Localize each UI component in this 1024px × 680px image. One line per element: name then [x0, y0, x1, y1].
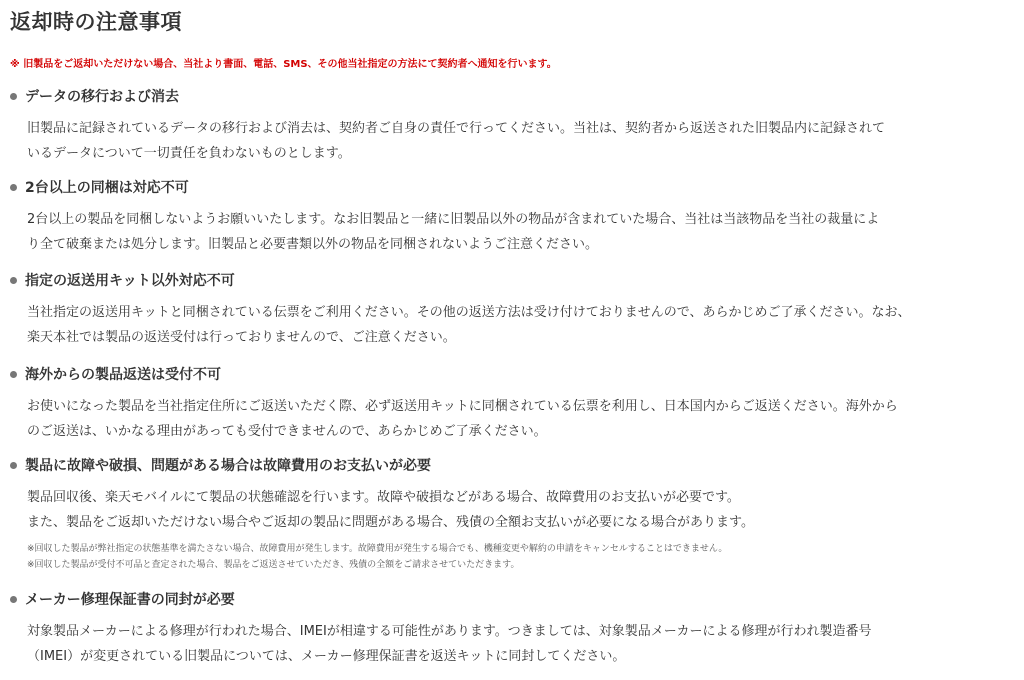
section-heading-text: メーカー修理保証書の同封が必要: [25, 592, 235, 608]
section-heading-text: 海外からの製品返送は受付不可: [25, 367, 221, 383]
bullet-icon: [10, 277, 17, 284]
section-multiple-units: [10, 178, 1010, 257]
section-heading: [10, 590, 1010, 610]
section-heading: [10, 178, 1010, 198]
bullet-icon: [10, 596, 17, 603]
section-heading-text: データの移行および消去: [25, 89, 179, 105]
section-damage-fees: [10, 456, 1010, 573]
body-line: 2台以上の製品を同梱しないようお願いいたします。なお旧製品と一緒に旧製品以外の物品が含まれていた場合、当社は当該物品を当社の裁量によ: [27, 212, 880, 227]
section-heading-text: 2台以上の同梱は対応不可: [25, 180, 189, 196]
page-title: 返却時の注意事項: [10, 10, 182, 34]
section-overseas-return: [10, 365, 1010, 444]
body-line: （IMEI）が変更されている旧製品については、メーカー修理保証書を返送キットに同封してください。: [27, 649, 626, 664]
section-notes: [10, 541, 1010, 573]
section-body: [10, 207, 1010, 257]
section-heading: [10, 271, 1010, 291]
body-line: 旧製品に記録されているデータの移行および消去は、契約者ご自身の責任で行ってください。当社は、契約者から返送された旧製品内に記録されて: [27, 121, 886, 136]
note-line: ※回収した製品が弊社指定の状態基準を満たさない場合、故障費用が発生します。故障費用が発生する場合でも、機種変更や解約の申請をキャンセルすることはできません。: [27, 544, 728, 554]
body-line: 製品回収後、楽天モバイルにて製品の状態確認を行います。故障や破損などがある場合、故障費用のお支払いが必要です。: [27, 490, 740, 505]
body-line: 楽天本社では製品の返送受付は行っておりませんので、ご注意ください。: [27, 330, 456, 345]
body-line: また、製品をご返却いただけない場合やご返却の製品に問題がある場合、残債の全額お支払いが必要になる場合があります。: [27, 515, 754, 530]
bullet-icon: [10, 93, 17, 100]
body-line: り全て破棄または処分します。旧製品と必要書類以外の物品を同梱されないようご注意ください。: [27, 237, 598, 252]
section-body: [10, 116, 1010, 166]
section-heading: [10, 365, 1010, 385]
section-body: [10, 619, 1010, 669]
note-line: ※回収した製品が受付不可品と査定された場合、製品をご返送させていただき、残債の全額をご請求させていただきます。: [27, 560, 520, 570]
section-heading-text: 指定の返送用キット以外対応不可: [25, 273, 235, 289]
bullet-icon: [10, 462, 17, 469]
body-line: 当社指定の返送用キットと同梱されている伝票をご利用ください。その他の返送方法は受け付けておりませんので、あらかじめご了承ください。なお、: [27, 305, 911, 320]
body-line: いるデータについて一切責任を負わないものとします。: [27, 146, 351, 161]
bullet-icon: [10, 371, 17, 378]
body-line: 対象製品メーカーによる修理が行われた場合、IMEIが相違する可能性があります。つきましては、対象製品メーカーによる修理が行われ製造番号: [27, 624, 872, 639]
notice-text: ※ 旧製品をご返却いただけない場合、当社より書面、電話、SMS、その他当社指定の方法にて契約者へ通知を行います。: [10, 59, 557, 70]
section-repair-warranty: [10, 590, 1010, 669]
bullet-icon: [10, 184, 17, 191]
body-line: お使いになった製品を当社指定住所にご返送いただく際、必ず返送用キットに同梱されている伝票を利用し、日本国内からご返送ください。海外から: [27, 399, 898, 414]
section-return-kit: [10, 271, 1010, 350]
section-heading-text: 製品に故障や破損、問題がある場合は故障費用のお支払いが必要: [25, 458, 431, 474]
section-data-migration: [10, 87, 1010, 166]
section-heading: [10, 87, 1010, 107]
section-body: [10, 485, 1010, 535]
body-line: のご返送は、いかなる理由があっても受付できませんので、あらかじめご了承ください。: [27, 424, 547, 439]
section-body: [10, 300, 1010, 350]
section-body: [10, 394, 1010, 444]
section-heading: [10, 456, 1010, 476]
